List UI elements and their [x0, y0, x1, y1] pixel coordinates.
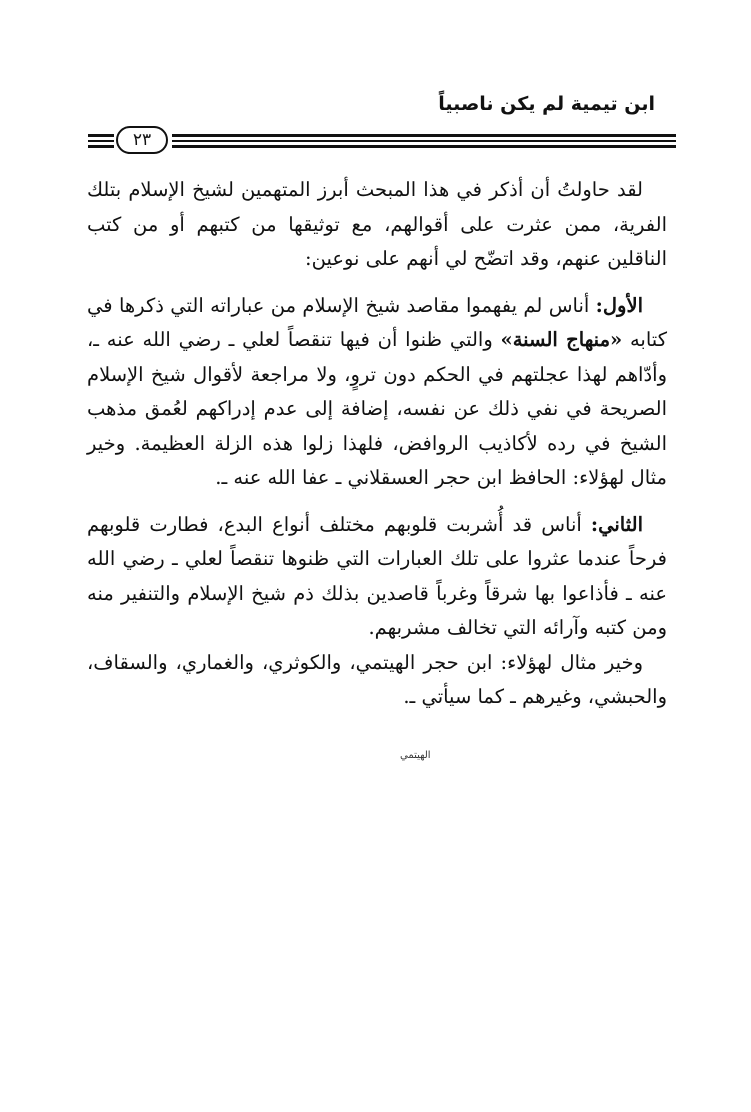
first-type-paragraph — [87, 289, 667, 496]
first-type-text-part2: والتي ظنوا أن فيها تنقصاً لعلي ـ رضي الله عنه ـ، وأدّاهم لهذا عجلتهم في الحكم دون تروٍ، ولا مراجعة لأقوال شيخ الإسلام الصريحة في نفي ذلك عن نفسه، إضافة إلى عدم إدراكهم لعُمق مذهب الشيخ في رده لأكاذيب الروافض، فلهذا زلوا هذه الزلة العظيمة. وخير مثال لهؤلاء: الحافظ ابن حجر العسقلاني ـ عفا الله عنه ـ. — [87, 328, 667, 489]
closing-paragraph: وخير مثال لهؤلاء: ابن حجر الهيتمي، والكوثري، والغماري، والسقاف، والحبشي، وغيرهم ـ كما سيأتي ـ. — [87, 650, 667, 708]
body-text — [87, 173, 667, 715]
first-type-text-part1: أناس لم يفهموا مقاصد شيخ الإسلام من عباراته التي ذكرها في كتابه — [87, 293, 667, 351]
second-type-label: الثاني: — [590, 512, 643, 536]
header-rule-top — [172, 134, 676, 137]
handwritten-annotation: الهيتمي — [400, 750, 431, 761]
header-rule-left-bottom — [88, 145, 114, 148]
book-title: «منهاج السنة» — [500, 328, 623, 351]
header-rule-middle — [172, 140, 676, 142]
header-rule-left-middle — [88, 140, 114, 142]
intro-paragraph: لقد حاولتُ أن أذكر في هذا المبحث أبرز المتهمين لشيخ الإسلام بتلك الفرية، ممن عثرت على أقوالهم، مع توثيقها من كتبهم أو من كتب الناقلين عنهم، وقد اتضّح لي أنهم على نوعين: — [87, 178, 667, 270]
page-number: ٢٣ — [116, 126, 168, 154]
first-type-label: الأول: — [595, 293, 643, 317]
second-type-paragraph — [87, 508, 667, 646]
running-header-title: ابن تيمية لم يكن ناصبياً — [438, 93, 655, 115]
header-rule-left-top — [88, 134, 114, 137]
second-type-text: أناس قد أُشربت قلوبهم مختلف أنواع البدع، فطارت قلوبهم فرحاً عندما عثروا على تلك العبارات التي ظنوها تنقصاً لعلي ـ رضي الله عنه ـ فأذاعوا بها شرقاً وغرباً قاصدين بذلك ذم شيخ الإسلام والتنفير منه ومن كتبه وآرائه التي تخالف مشربهم. — [87, 512, 667, 639]
header-rule-bottom — [172, 145, 676, 148]
